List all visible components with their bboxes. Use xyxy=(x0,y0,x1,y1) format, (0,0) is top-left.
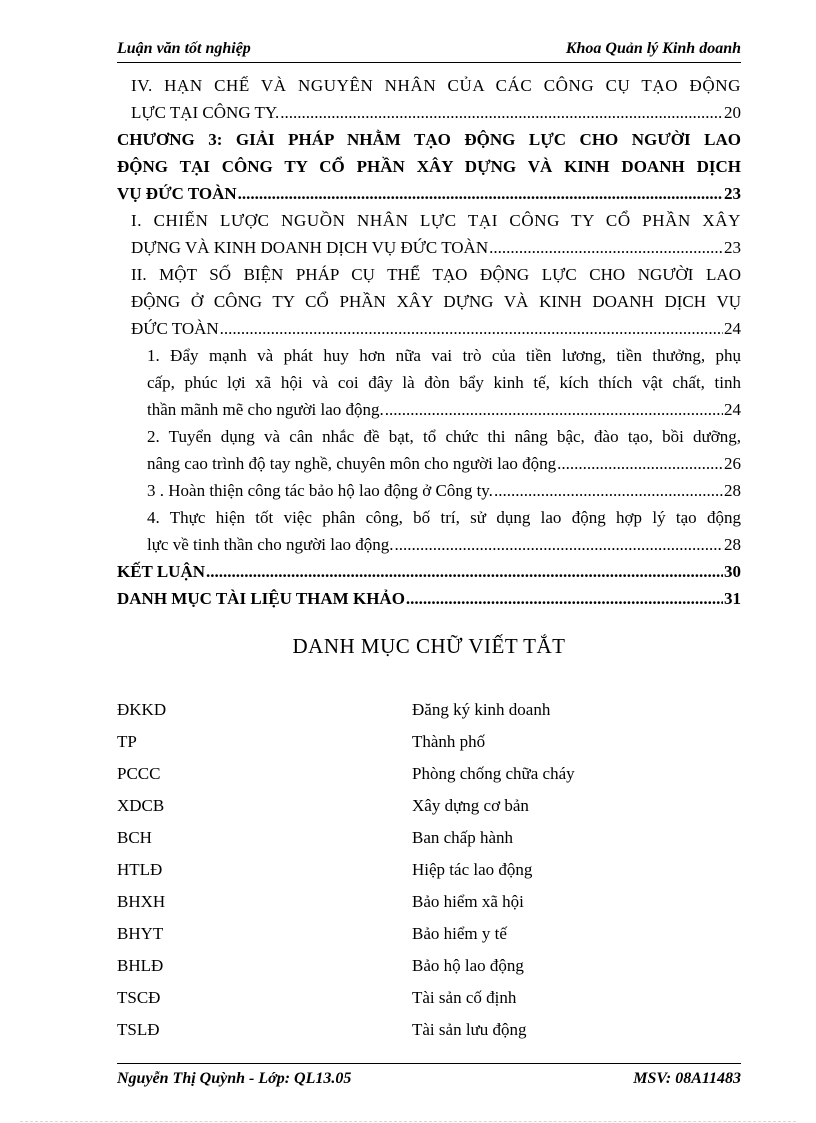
abbreviation-row xyxy=(117,857,741,889)
abbreviations-list xyxy=(117,697,741,1049)
toc-entry-row xyxy=(131,99,741,126)
toc-entry-row xyxy=(147,396,741,423)
toc-page-number: 31 xyxy=(724,589,741,608)
toc-entry-text: ĐỘNG Ở CÔNG TY CỔ PHẦN XÂY DỰNG VÀ KINH DOANH DỊCH VỤ xyxy=(131,292,741,311)
page-edge-divider xyxy=(20,1121,796,1122)
toc-entry-chapter-3[interactable] xyxy=(117,126,741,207)
abbreviation-meaning: Hiệp tác lao động xyxy=(412,860,533,879)
header-thesis-label: Luận văn tốt nghiệp xyxy=(117,40,251,57)
toc-page-number: 20 xyxy=(724,103,741,122)
abbreviation-code: ĐKKD xyxy=(117,700,167,719)
toc-entry-recruitment[interactable] xyxy=(117,423,741,477)
abbreviation-meaning: Xây dựng cơ bản xyxy=(412,796,529,815)
toc-entry-limitations[interactable] xyxy=(117,72,741,126)
toc-page-number: 28 xyxy=(724,535,741,554)
toc-entry-row xyxy=(147,531,741,558)
footer-student-id: MSV: 08A11483 xyxy=(633,1070,741,1087)
toc-entry-row xyxy=(117,180,741,207)
toc-entry-text: 2. Tuyển dụng và cân nhắc đề bạt, tổ chức thi nâng bậc, đào tạo, bồi dưỡng, xyxy=(147,427,741,446)
toc-page-number: 24 xyxy=(724,319,741,338)
header-faculty-label: Khoa Quản lý Kinh doanh xyxy=(565,40,741,57)
abbreviation-code: BHYT xyxy=(117,924,164,943)
toc-entry-row xyxy=(131,315,741,342)
toc-entry-text: 1. Đẩy mạnh và phát huy hơn nữa vai trò của tiền lương, tiền thưởng, phụ xyxy=(147,346,741,365)
toc-page-number: 24 xyxy=(724,400,741,419)
toc-page-number: 26 xyxy=(724,454,741,473)
toc-entry-text: DANH MỤC TÀI LIỆU THAM KHẢO xyxy=(117,589,405,608)
toc-entry-text: ĐỨC TOÀN xyxy=(131,319,219,338)
abbreviation-code: BHXH xyxy=(117,892,166,911)
abbreviation-meaning: Tài sản cố định xyxy=(412,988,517,1007)
abbreviations-title: DANH MỤC CHỮ VIẾT TẮT xyxy=(292,634,566,658)
toc-entry-text: nâng cao trình độ tay nghề, chuyên môn cho người lao động xyxy=(147,454,557,473)
abbreviation-code: BHLĐ xyxy=(117,956,164,975)
toc-page-number: 23 xyxy=(724,184,741,203)
toc-entry-text: II. MỘT SỐ BIỆN PHÁP CỤ THỂ TẠO ĐỘNG LỰC CHO NGƯỜI LAO xyxy=(131,265,741,284)
abbreviation-meaning: Bảo hiểm y tế xyxy=(412,924,507,943)
toc-entry-hr-strategy[interactable] xyxy=(117,207,741,261)
toc-entry-text: VỤ ĐỨC TOÀN xyxy=(117,184,237,203)
toc-entry-row xyxy=(147,477,741,504)
toc-entry-text: thần mãnh mẽ cho người lao động. xyxy=(147,400,384,419)
toc-entry-text: IV. HẠN CHẾ VÀ NGUYÊN NHÂN CỦA CÁC CÔNG CỤ TẠO ĐỘNG xyxy=(131,76,741,95)
abbreviation-row xyxy=(117,761,741,793)
abbreviation-row xyxy=(117,697,741,729)
toc-leader-dots xyxy=(489,234,723,261)
abbreviation-meaning: Ban chấp hành xyxy=(412,828,514,847)
table-of-contents xyxy=(117,72,741,612)
abbreviation-code: TP xyxy=(117,732,137,751)
abbreviation-row xyxy=(117,953,741,985)
toc-page-number: 30 xyxy=(724,562,741,581)
abbreviation-code: XDCB xyxy=(117,796,165,815)
abbreviation-meaning: Bảo hiểm xã hội xyxy=(412,892,524,911)
toc-leader-dots xyxy=(394,531,723,558)
abbreviation-code: BCH xyxy=(117,828,152,847)
toc-leader-dots xyxy=(206,558,723,585)
toc-entry-row xyxy=(117,585,741,612)
page-header xyxy=(117,38,741,63)
abbreviation-row xyxy=(117,1017,741,1049)
toc-entry-salary[interactable] xyxy=(117,342,741,423)
toc-entry-text: 3 . Hoàn thiện công tác bảo hộ lao động ở Công ty. xyxy=(147,481,493,500)
toc-entry-labor-protection[interactable] xyxy=(117,477,741,504)
toc-leader-dots xyxy=(238,180,723,207)
toc-entry-row xyxy=(147,450,741,477)
toc-entry-references[interactable] xyxy=(117,585,741,612)
abbreviation-code: TSCĐ xyxy=(117,988,161,1007)
toc-entry-row xyxy=(131,234,741,261)
page-footer xyxy=(117,1063,741,1092)
toc-page-number: 23 xyxy=(724,238,741,257)
toc-entry-text: I. CHIẾN LƯỢC NGUỒN NHÂN LỰC TẠI CÔNG TY CỔ PHẦN XÂY xyxy=(131,211,741,230)
toc-entry-text: LỰC TẠI CÔNG TY. xyxy=(131,103,280,122)
abbreviation-meaning: Đăng ký kinh doanh xyxy=(412,700,551,719)
abbreviation-code: TSLĐ xyxy=(117,1020,160,1039)
toc-page-number: 28 xyxy=(724,481,741,500)
toc-entry-measures[interactable] xyxy=(117,261,741,342)
toc-leader-dots xyxy=(280,99,723,126)
abbreviation-row xyxy=(117,985,741,1017)
toc-entry-row xyxy=(117,558,741,585)
toc-leader-dots xyxy=(406,585,723,612)
toc-entry-text: lực về tinh thần cho người lao động. xyxy=(147,535,394,554)
abbreviation-code: PCCC xyxy=(117,764,161,783)
toc-entry-text: KẾT LUẬN xyxy=(117,562,206,581)
toc-entry-text: ĐỘNG TẠI CÔNG TY CỔ PHẦN XÂY DỰNG VÀ KINH DOANH DỊCH xyxy=(117,157,741,176)
toc-leader-dots xyxy=(220,315,723,342)
abbreviation-row xyxy=(117,889,741,921)
abbreviation-meaning: Bảo hộ lao động xyxy=(412,956,524,975)
toc-entry-text: DỰNG VÀ KINH DOANH DỊCH VỤ ĐỨC TOÀN xyxy=(131,238,489,257)
toc-leader-dots xyxy=(385,396,723,423)
abbreviation-row xyxy=(117,921,741,953)
abbreviation-row xyxy=(117,793,741,825)
toc-leader-dots xyxy=(494,477,723,504)
toc-entry-text: cấp, phúc lợi xã hội và coi đây là đòn bẩy kinh tế, kích thích vật chất, tinh xyxy=(147,373,741,392)
abbreviation-meaning: Phòng chống chữa cháy xyxy=(412,764,575,783)
footer-author-label: Nguyễn Thị Quỳnh - Lớp: QL13.05 xyxy=(117,1070,352,1087)
toc-entry-text: 4. Thực hiện tốt việc phân công, bố trí, sử dụng lao động hợp lý tạo động xyxy=(147,508,741,527)
abbreviation-row xyxy=(117,825,741,857)
toc-entry-assignment[interactable] xyxy=(117,504,741,558)
toc-entry-conclusion[interactable] xyxy=(117,558,741,585)
abbreviation-meaning: Tài sản lưu động xyxy=(412,1020,527,1039)
toc-entry-text: CHƯƠNG 3: GIẢI PHÁP NHẰM TẠO ĐỘNG LỰC CHO NGƯỜI LAO xyxy=(117,130,741,149)
abbreviation-meaning: Thành phố xyxy=(412,732,486,751)
toc-leader-dots xyxy=(557,450,723,477)
abbreviation-row xyxy=(117,729,741,761)
abbreviation-code: HTLĐ xyxy=(117,860,163,879)
